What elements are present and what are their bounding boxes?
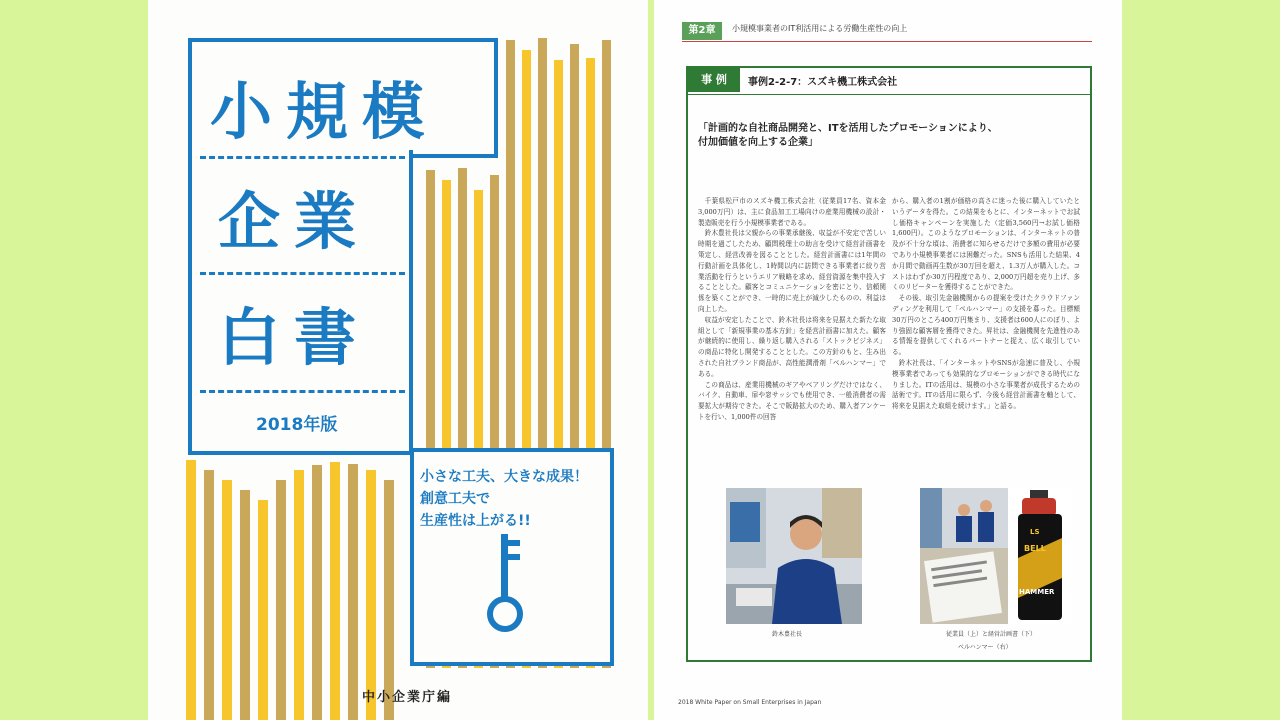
cover-stripe [240,490,250,720]
page-footer: 2018 White Paper on Small Enterprises in Japan [678,699,822,706]
divider-2 [200,272,405,275]
cover-stripe [330,462,340,720]
president-figure [726,488,862,624]
case-title: 事例2-2-7：スズキ機工株式会社 [748,77,898,88]
staff-scene [920,488,1008,624]
paragraph: 鈴木社長は、「インターネットやSNSが急速に普及し、小規模事業者であっても効果的なプロモーションができる時代になりました。ITの活用は、規模の小さな事業者が成長するための話術です。ITの活用に限らず、今後も経営計画書を軸として、将来を見据えた取組を続けます。」と語る。 [892,358,1080,411]
lead-text [698,122,998,150]
cover-stripe [366,470,376,720]
paragraph: 千葉県松戸市のスズキ機工株式会社（従業員17名、資本金3,000万円）は、主に食品加工工場向けの産業用機械の設計・製造販売を行う小規模事業者である。 [698,197,886,227]
bell-hammer-can [1008,488,1072,624]
caption-product: ベルハンマー（右） [958,644,1012,651]
cover-stripe [204,470,214,720]
lead-line-1: 「計画的な自社商品開発と、ITを活用したプロモーションにより、 [698,123,998,134]
key-icon [478,530,538,640]
divider-3 [200,390,405,393]
cover-stripe [276,480,286,720]
article-page [654,0,1122,720]
product-photo [1008,488,1072,624]
left-column [698,196,886,423]
title-line-2: 企業 [218,185,371,258]
cover-stripe [222,480,232,720]
edition-label: 2018年版 [256,415,338,435]
title-line-3: 白書 [218,301,371,374]
slogan-line-3: 生産性は上がる!! [420,513,531,529]
right-column [892,196,1080,412]
cover-stripe [258,500,268,720]
can-label-hammer: HAMMER [1019,588,1055,596]
case-tag: 事 例 [688,68,740,92]
slogan-line-2: 創意工夫で [420,491,490,507]
cover-stripe [384,480,394,720]
cover-stripe [348,464,358,720]
cover-stripe [186,460,196,720]
president-photo [726,488,862,624]
chapter-tag: 第2章 [682,22,722,40]
can-label-bell: BELL [1024,544,1046,553]
paragraph: から、購入者の1割が価格の高さに迷った後に購入していたというデータを得た。この結果をもとに、インターネットでお試し価格キャンペーンを実施した（定価3,560円→お試し価格1,600円）。このようなプロモーションは、インターネットの普及が不十分な頃は、消費者に知らせるだけで多額の費用が必要であり小規模事業者には困難だった。SNSも活用した結果、4か月間で動画再生数が30万回を超え、1.3万人が購入した。コストはわずか30万円程度であり、2,000万円超を売り上げ、多くのリピーターを獲得することができた。 [892,197,1080,292]
paragraph: この商品は、産業用機械のギアやベアリングだけではなく、バイク、自動車、扉や窓サッシでも使用でき、一般消費者の需要拡大が期待できた。そこで販路拡大のため、購入者アンケートを行い、1,000件の回答 [698,380,886,421]
staff-photo [920,488,1008,624]
chapter-title: 小規模事業者のIT利活用による労働生産性の向上 [732,24,908,33]
divider-1 [200,156,405,159]
title-line-1: 小規模 [210,75,439,148]
case-rule [688,94,1090,95]
caption-staff: 従業員（上）と経営計画書（下） [946,631,1037,638]
chapter-rule [682,41,1092,42]
can-label-ls: LS [1030,528,1040,536]
case-frame [686,66,1092,662]
caption-president: 鈴木豊社長 [772,631,803,638]
cover-stripe [294,470,304,720]
cover-stripe [312,465,322,720]
paragraph: 収益が安定したことで、鈴木社長は将来を見据えた新たな取組として「新規事業の基本方針」を経営計画書に加えた。顧客が継続的に使用し、繰り返し購入される「ストックビジネス」の商品に特化し開発することとした。この方針のもと、生み出された自社ブランド商品が、高性能潤滑剤「ベルハンマー」である。 [698,315,886,378]
publisher-label: 中小企業庁編 [362,690,453,705]
paragraph: その後、取引先金融機関からの提案を受けたクラウドファンディングを利用して「ベルハンマー」の支援を募った。目標額30万円のところ400万円集まり、支援者は600人にのぼり、より強固な顧客層を獲得できた。昇社は、金融機関を先進性のある情報を提供してくれるパートナーと捉え、広く取引している。 [892,294,1080,357]
paragraph: 鈴木豊社長は父親からの事業承継後、収益が不安定で苦しい時期を過ごしたため、顧問税理士の助言を受けて経営計画書を策定し、経営改善を図ることとした。経営計画書には1年間の行動計画を具体化し、1時間以内に訪問できる事業者に絞り営業活動を行うというエリア戦略を求め、経営資源を集中投入することとした。顧客とコミュニケーションを密にとり、信頼関係を築くことができ、一時的に売上が減少したものの、利益は向上した。 [698,229,886,313]
cover-page [148,0,648,720]
lead-line-2: 付加価値を向上する企業」 [698,137,818,148]
slogan-line-1: 小さな工夫、大きな成果！ [420,469,588,485]
